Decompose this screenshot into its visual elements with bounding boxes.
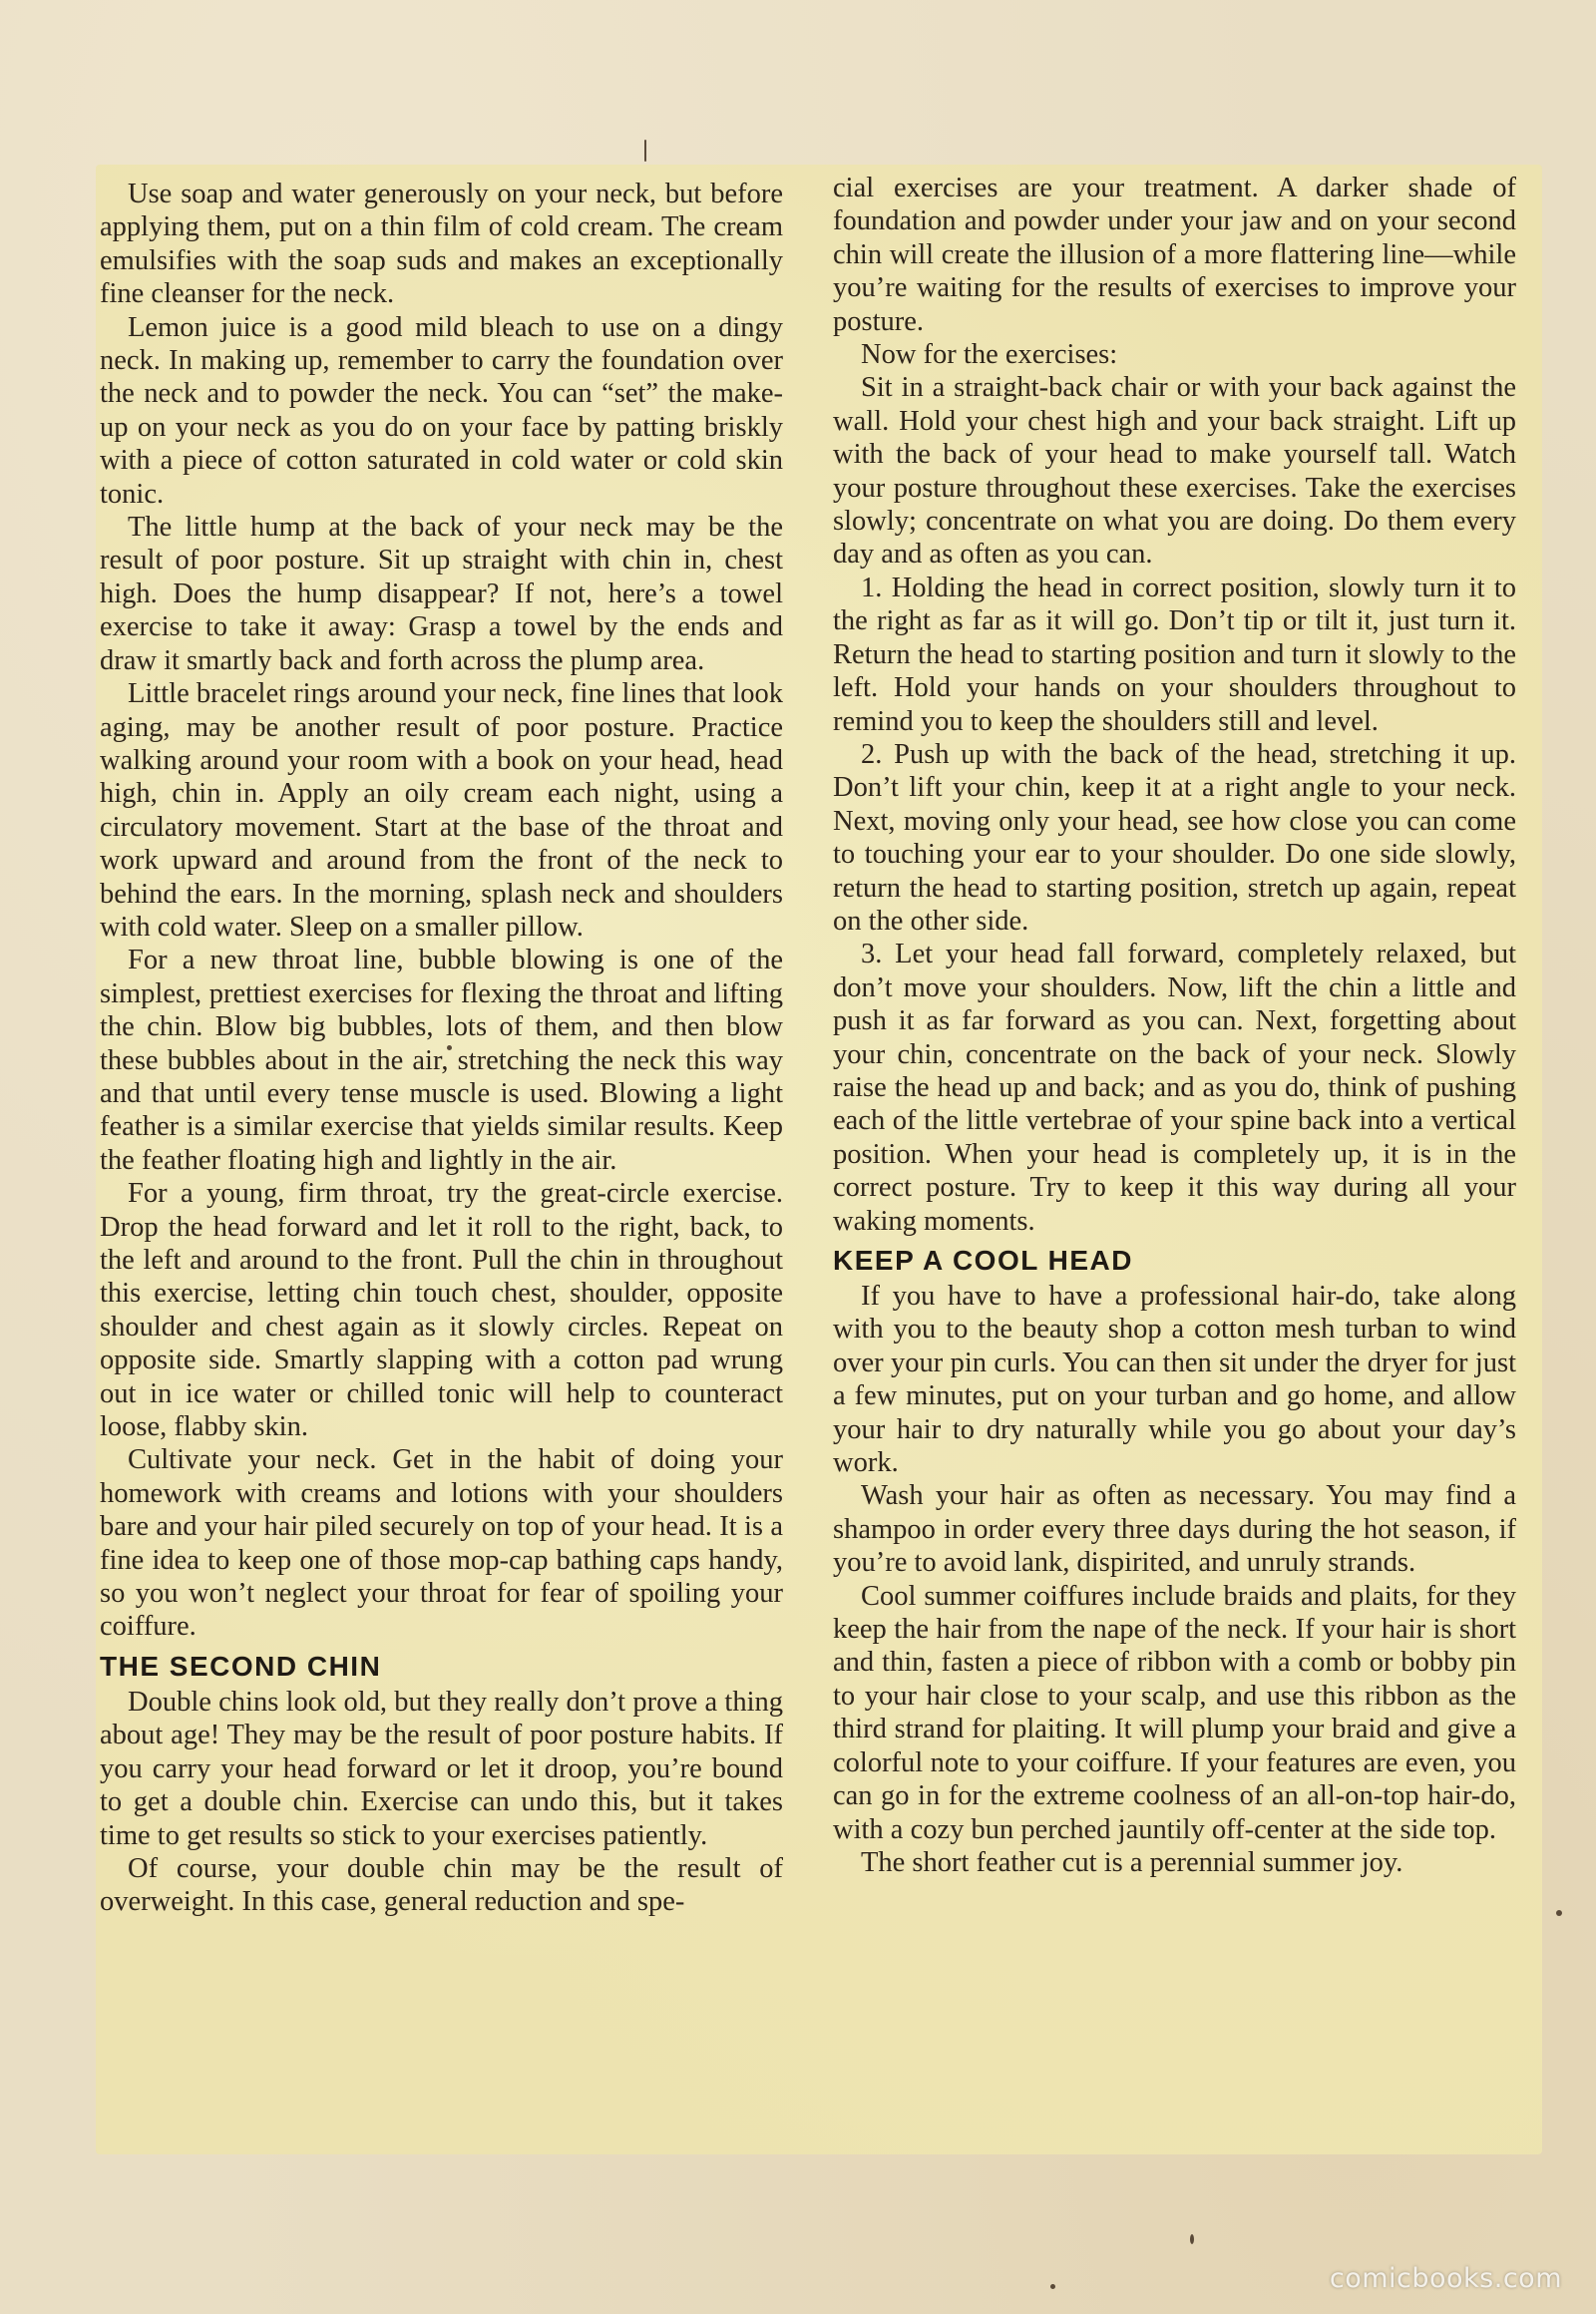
paragraph: For a young, firm throat, try the great-circle exercise. Drop the head forward and let it roll to the right, back, to the left and around to the front. Pull the chin in throughout this exercise, letting chin touch chest, shoulder, opposite shoulder and chest again as it slowly circles. Repeat on opposite side. Smartly slapping with a cotton pad wrung out in ice water or chilled tonic will help to counteract loose, flabby skin. xyxy=(100,1178,783,1443)
paragraph: Wash your hair as often as necessary. You may find a shampoo in order every three days during the hot season, if you’re to avoid lank, dispirited, and unruly strands. xyxy=(833,1480,1516,1579)
paragraph: The short feather cut is a perennial summer joy. xyxy=(861,1846,1403,1878)
paragraph: The little hump at the back of your neck may be the result of poor posture. Sit up straight with chin in, chest high. Does the hump disappear? If not, here’s a towel exercise to take it away: Grasp a towel by the ends and draw it smartly back and forth across the plump area. xyxy=(100,512,783,676)
right-column xyxy=(833,172,1516,1879)
paragraph: Lemon juice is a good mild bleach to use on a dingy neck. In making up, remember to carry the foundation over the neck and to powder the neck. You can “set” the make-up on your neck as you do on your face by patting briskly with a piece of cotton saturated in cold water or cold skin tonic. xyxy=(100,311,783,510)
paper-speck xyxy=(644,140,646,162)
section-heading-second-chin: THE SECOND CHIN xyxy=(100,1650,382,1682)
paragraph: Now for the exercises: xyxy=(861,339,1118,371)
paper-speck xyxy=(1190,2234,1194,2244)
paragraph: Of course, your double chin may be the result of overweight. In this case, general reduction and spe- xyxy=(100,1852,783,1918)
paragraph: 3. Let your head fall forward, completely relaxed, but don’t move your shoulders. Now, lift the chin a little and push it as far forward as you can. Next, forgetting about your chin, concentrate on the back of your neck. Slowly raise the head up and back; and as you do, think of pushing each of the little vertebrae of your spine back into a vertical position. When your head is completely up, it is in the correct posture. Try to keep it this way during all your waking moments. xyxy=(833,939,1516,1237)
paragraph: For a new throat line, bubble blowing is one of the simplest, prettiest exercises for flexing the throat and lifting the chin. Blow big bubbles, lots of them, and then blow these bubbles about in the air, stretching the neck this way and that until every tense muscle is used. Blowing a light feather is a similar exercise that yields similar results. Keep the feather floating high and lightly in the air. xyxy=(100,945,783,1176)
left-column xyxy=(100,178,783,1919)
paper-speck xyxy=(1050,2284,1055,2289)
paragraph: Cool summer coiffures include braids and plaits, for they keep the hair from the nape of the neck. If your hair is short and thin, fasten a piece of ribbon with a comb or bobby pin to your hair close to your scalp, and use this ribbon as the third strand for plaiting. It will plump your braid and give a colorful note to your coiffure. If your features are even, you can go in for the extreme coolness of an all-on-top hair-do, with a cozy bun perched jauntily off-center at the side top. xyxy=(833,1580,1516,1845)
paragraph: Use soap and water generously on your neck, but before applying them, put on a thin film of cold cream. The cream emulsifies with the soap suds and makes an exceptionally fine cleanser for the neck. xyxy=(100,179,783,310)
section-heading-cool-head: KEEP A COOL HEAD xyxy=(833,1245,1133,1276)
paragraph: 1. Holding the head in correct position, slowly turn it to the right as far as it will go. Don’t tip or tilt it, just turn it. Return the head to starting position and turn it slowly to the left. Hold your hands on your shoulders throughout to remind you to keep the shoulders still and level. xyxy=(833,572,1516,737)
paragraph: Double chins look old, but they really don’t prove a thing about age! They may be the result of poor posture habits. If you carry your head forward or let it droop, you’re bound to get a double chin. Exercise can undo this, but it takes time to get results so stick to your exercises patiently. xyxy=(100,1686,783,1851)
watermark: comicbooks.com xyxy=(1329,2263,1562,2294)
paper-speck xyxy=(1556,1910,1562,1916)
paragraph: Little bracelet rings around your neck, fine lines that look aging, may be another result of poor posture. Practice walking around your room with a book on your head, head high, chin in. Apply an oily cream each night, using a circulatory movement. Start at the base of the throat and work upward and around from the front of the neck to behind the ears. In the morning, splash neck and shoulders with cold water. Sleep on a smaller pillow. xyxy=(100,678,783,943)
paragraph: Sit in a straight-back chair or with your back against the wall. Hold your chest high and your back straight. Lift up with the back of your head to make yourself tall. Watch your posture throughout these exercises. Take the exercises slowly; concentrate on what you are doing. Do them every day and as often as you can. xyxy=(833,372,1516,571)
paragraph-continued: cial exercises are your treatment. A darker shade of foundation and powder under your jaw and on your second chin will create the illusion of a more flattering line—while you’re waiting for the results of exercises to improve your posture. xyxy=(833,173,1516,337)
paragraph: If you have to have a professional hair-do, take along with you to the beauty shop a cotton mesh turban to wind over your pin curls. You can then sit under the dryer for just a few minutes, put on your turban and go home, and allow your hair to dry naturally while you go about your day’s work. xyxy=(833,1281,1516,1479)
paragraph: 2. Push up with the back of the head, stretching it up. Don’t lift your chin, keep it at a right angle to your neck. Next, moving only your head, see how close you can come to touching your ear to your shoulder. Do one side slowly, return the head to starting position, stretch up again, repeat on the other side. xyxy=(833,738,1516,937)
paragraph: Cultivate your neck. Get in the habit of doing your homework with creams and lotions with your shoulders bare and your hair piled securely on top of your head. It is a fine idea to keep one of those mop-cap bathing caps handy, so you won’t neglect your throat for fear of spoiling your coiffure. xyxy=(100,1444,783,1643)
